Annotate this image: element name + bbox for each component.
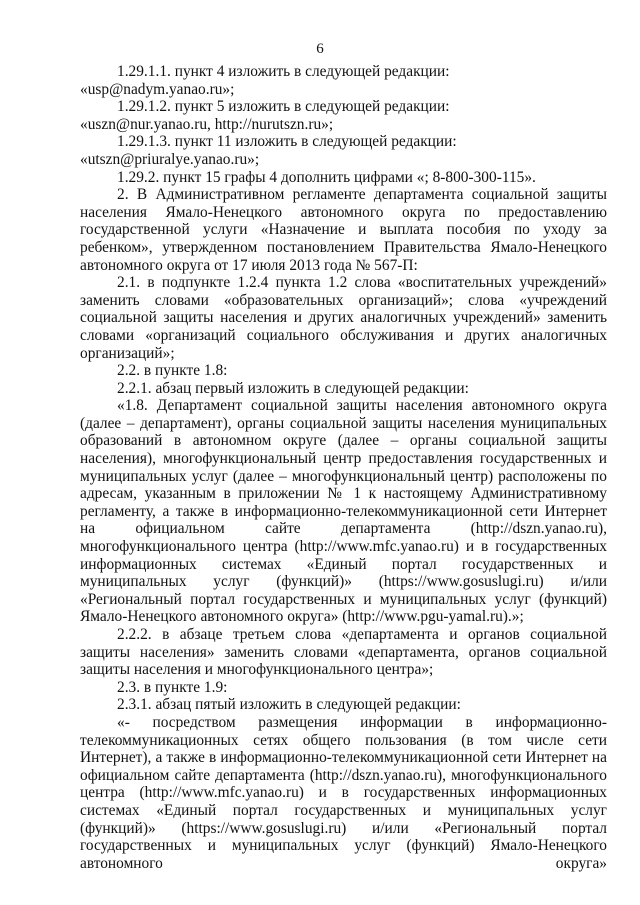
paragraph-email-priuralye: «utszn@priuralye.yanao.ru»;: [80, 150, 260, 168]
paragraph-1-29-2: 1.29.2. пункт 15 графы 4 дополнить цифрами «; 8-800-300-115».: [117, 168, 536, 186]
paragraph-2-2-1: 2.2.1. абзац первый изложить в следующей редакции:: [117, 379, 469, 397]
document-body: [80, 63, 607, 872]
paragraph-1-29-1-3: 1.29.1.3. пункт 11 изложить в следующей редакции:: [117, 133, 457, 151]
paragraph-2-2: 2.2. в пункте 1.8:: [117, 362, 228, 380]
paragraph-email-nur: «uszn@nur.yanao.ru, http://nurutszn.ru»;: [80, 115, 334, 133]
paragraph-2-3-1: 2.3.1. абзац пятый изложить в следующей редакции:: [117, 696, 461, 714]
paragraph-2-2-2: 2.2.2. в абзаце третьем слова «департамента и органов социальной защиты населения» заменить словами «департамента, органов социальной защиты населения и многофункционального центра»;: [80, 626, 607, 679]
paragraph-posredstvom-quote: «- посредством размещения информации в информационно-телекоммуникационных сетях общего пользования (в том числе сети Интернет), а также в информационно-телекоммуникационной сети Интернет на официальном сайте департамента (http://dszn.yanao.ru), многофункционального центра (http://www.mfc.yanao.ru) и в государственных информационных системах «Единый портал государственных и муниципальных услуг (функций)» (https://www.gosuslugi.ru) и/или «Региональный портал государственных и муниципальных услуг (функций) Ямало-Ненецкого автономного округа»: [80, 713, 607, 872]
page-number: 6: [316, 41, 324, 57]
paragraph-1-29-1-2: 1.29.1.2. пункт 5 изложить в следующей редакции:: [117, 98, 450, 116]
paragraph-email-nadym: «usp@nadym.yanao.ru»;: [80, 80, 235, 98]
paragraph-2-1: 2.1. в подпункте 1.2.4 пункта 1.2 слова «воспитательных учреждений» заменить словами «образовательных организаций»; слова «учреждений социальной защиты населения и других аналогичных учреждений» заменить словами «организаций социального обслуживания и других аналогичных организаций»;: [80, 274, 607, 362]
paragraph-1-8-quote: «1.8. Департамент социальной защиты населения автономного округа (далее – департамент), органы социальной защиты населения муниципальных образований в автономном округе (далее – органы социальной защиты населения), многофункциональный центр предоставления государственных и муниципальных услуг (далее – многофункциональный центр) расположены по адресам, указанным в приложении № 1 к настоящему Административному регламенту, а также в информационно-телекоммуникационной сети Интернет на официальном сайте департамента (http://dszn.yanao.ru), многофункционального центра (http://www.mfc.yanao.ru) и в государственных информационных системах «Единый портал государственных и муниципальных услуг (функций)» (https://www.gosuslugi.ru) и/или «Региональный портал государственных и муниципальных услуг (функций) Ямало-Ненецкого автономного округа» (http://www.pgu-yamal.ru).»;: [80, 397, 607, 626]
paragraph-2-3: 2.3. в пункте 1.9:: [117, 678, 228, 696]
paragraph-2: 2. В Административном регламенте департамента социальной защиты населения Ямало-Ненецкого автономного округа по предоставлению государственной услуги «Назначение и выплата пособия по уходу за ребенком», утвержденном постановлением Правительства Ямало-Ненецкого автономного округа от 17 июля 2013 года № 567-П:: [80, 186, 607, 274]
paragraph-1-29-1-1: 1.29.1.1. пункт 4 изложить в следующей редакции:: [117, 63, 450, 80]
